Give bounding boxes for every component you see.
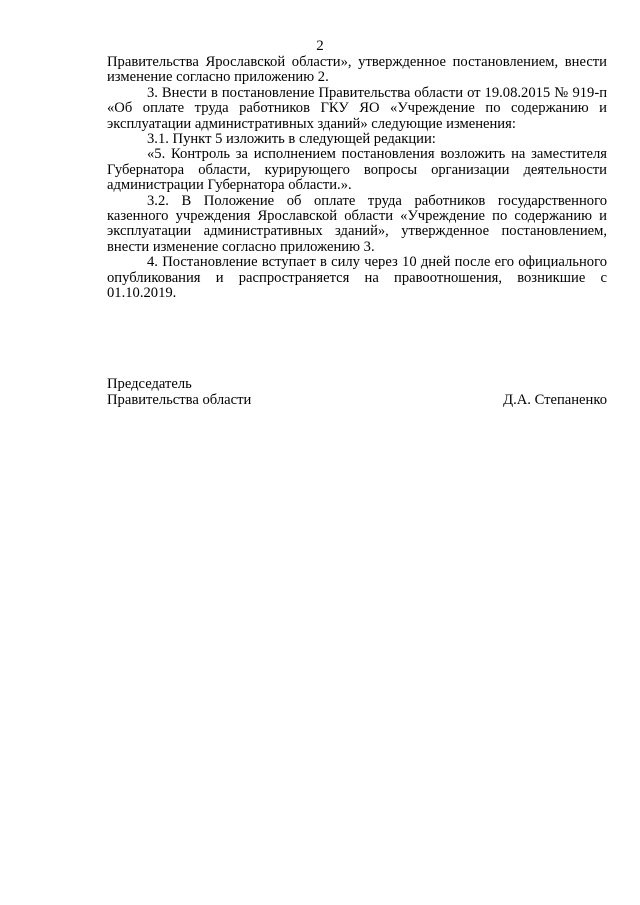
paragraph-item-3-1: 3.1. Пункт 5 изложить в следующей редакции: xyxy=(147,131,436,148)
document-body xyxy=(107,55,607,302)
paragraph-item-4: 4. Постановление вступает в силу через 10 дней после его официального опубликования и распространяется на правоотношения, возникшие с 01.10.2019. xyxy=(107,254,607,302)
signatory-title-line2: Правительства области xyxy=(107,392,252,408)
paragraph-item-3: 3. Внести в постановление Правительства области от 19.08.2015 № 919-п «Об оплате труда работников ГКУ ЯО «Учреждение по содержанию и эксплуатации административных зданий» следующие изменения: xyxy=(107,84,607,132)
paragraph-continuation: Правительства Ярославской области», утвержденное постановлением, внести изменение согласно приложению 2. xyxy=(107,54,607,86)
paragraph-quoted-item-5: «5. Контроль за исполнением постановления возложить на заместителя Губернатора области, курирующего вопросы организации деятельности администрации Губернатора области.». xyxy=(107,146,607,194)
page-number: 2 xyxy=(316,38,324,54)
signature-line xyxy=(107,392,607,408)
signature-block xyxy=(107,376,607,408)
signatory-name: Д.А. Степаненко xyxy=(503,392,607,408)
paragraph-item-3-2: 3.2. В Положение об оплате труда работников государственного казенного учреждения Ярославской области «Учреждение по содержанию и эксплуатации административных зданий», утвержденное постановлением, внести изменение согласно приложению 3. xyxy=(107,192,607,255)
signatory-title-line1: Председатель xyxy=(107,376,192,392)
